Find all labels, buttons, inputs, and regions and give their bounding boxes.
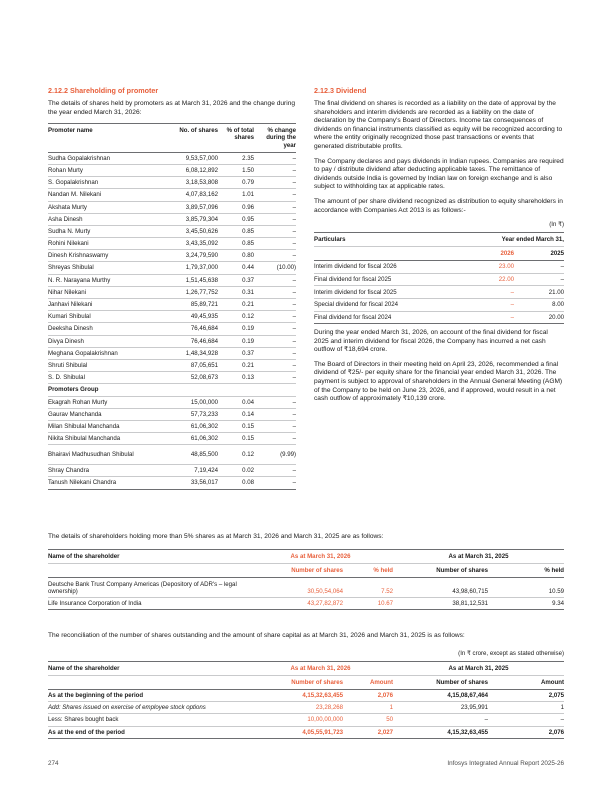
- table-cell: Life Insurance Corporation of India: [48, 597, 248, 609]
- table-row: [48, 177, 296, 189]
- table-cell: 1,79,37,000: [160, 262, 218, 274]
- table-cell: Shreyas Shibulal: [48, 262, 160, 274]
- table-cell: 0.21: [218, 359, 254, 371]
- reconciliation-table: [48, 661, 564, 740]
- table-header-row: [48, 124, 296, 153]
- table-row: [48, 311, 296, 323]
- table-cell: S. Gopalakrishnan: [48, 177, 160, 189]
- table-cell: Shruti Shibulal: [48, 359, 160, 371]
- table-cell: 15,00,000: [160, 396, 218, 408]
- table-cell: 87,05,651: [160, 359, 218, 371]
- dividend-table: [314, 232, 564, 324]
- table-cell: N. R. Narayana Murthy: [48, 274, 160, 286]
- table-row: [48, 274, 296, 286]
- header-shares-2026: Number of shares: [248, 675, 343, 689]
- report-title: Infosys Integrated Annual Report 2025-26: [447, 760, 564, 767]
- table-cell: 0.19: [218, 335, 254, 347]
- promoter-shareholding-section: [48, 86, 296, 490]
- table-cell: –: [254, 311, 296, 323]
- table-cell: 0.31: [218, 286, 254, 298]
- header-held-2025: % held: [488, 563, 564, 577]
- table-row: [48, 396, 296, 408]
- table-cell: 0.95: [218, 213, 254, 225]
- table-cell: 23.00: [454, 261, 514, 274]
- table-cell: 52,08,673: [160, 372, 218, 384]
- table-cell: 0.79: [218, 177, 254, 189]
- table-cell: 9,53,57,000: [160, 152, 218, 164]
- table-cell: 43,27,82,872: [248, 597, 343, 609]
- table-cell: (9.99): [254, 445, 296, 465]
- table-cell: –: [254, 250, 296, 262]
- table-cell: Janhavi Nilekani: [48, 299, 160, 311]
- paragraph: The amount of per share dividend recognized as distribution to equity shareholders in accordance with Companies Act 2013 is as follows:-: [314, 197, 563, 214]
- table-cell: –: [254, 465, 296, 477]
- table-cell: –: [254, 396, 296, 408]
- table-row: [48, 726, 564, 738]
- header-shares-2025: Number of shares: [393, 563, 488, 577]
- table-cell: Rohan Murty: [48, 164, 160, 176]
- major-shareholders-section: [48, 533, 564, 610]
- table-cell: 7.52: [343, 577, 393, 597]
- table-cell: 0.96: [218, 201, 254, 213]
- table-row: [48, 164, 296, 176]
- table-cell: Kumari Shibulal: [48, 311, 160, 323]
- table-row: [48, 347, 296, 359]
- table-cell: –: [514, 261, 564, 274]
- table-cell: 0.15: [218, 420, 254, 432]
- table-row: [48, 225, 296, 237]
- table-cell: 9.34: [488, 597, 564, 609]
- table-row: [48, 689, 564, 701]
- section-title: 2.12.3 Dividend: [314, 86, 367, 95]
- table-subheader-row: [48, 563, 564, 577]
- table-cell: 0.37: [218, 274, 254, 286]
- table-row: [48, 359, 296, 371]
- table-header-row: [48, 661, 564, 675]
- table-cell: Interim dividend for fiscal 2026: [314, 261, 454, 274]
- table-cell: –: [254, 477, 296, 489]
- table-cell: 0.37: [218, 347, 254, 359]
- page-number: 274: [48, 760, 59, 767]
- table-cell: Divya Dinesh: [48, 335, 160, 347]
- table-cell: 0.44: [218, 262, 254, 274]
- table-cell: 1: [343, 701, 393, 713]
- table-cell: Milan Shibulal Manchanda: [48, 420, 160, 432]
- table-cell: 30,50,54,064: [248, 577, 343, 597]
- table-cell: 4,15,08,67,464: [393, 689, 488, 701]
- header-promoter-name: Promoter name: [48, 124, 160, 153]
- table-cell: 23,95,991: [393, 701, 488, 713]
- table-cell: 76,46,684: [160, 335, 218, 347]
- share-reconciliation-section: [48, 632, 564, 739]
- table-header-row: [314, 233, 564, 247]
- table-row: [314, 311, 564, 324]
- table-row: [48, 433, 296, 445]
- table-row: [48, 213, 296, 225]
- table-cell: –: [254, 177, 296, 189]
- table-cell: 10.67: [343, 597, 393, 609]
- table-cell: –: [254, 189, 296, 201]
- table-cell: 3,89,57,096: [160, 201, 218, 213]
- table-cell: 22.00: [454, 273, 514, 286]
- table-subheader-row: [314, 247, 564, 261]
- table-cell: (10.00): [254, 262, 296, 274]
- table-cell: –: [254, 225, 296, 237]
- table-cell: 43,98,60,715: [393, 577, 488, 597]
- table-row: [48, 465, 296, 477]
- table-cell: 48,85,500: [160, 445, 218, 465]
- table-cell: 3,85,79,304: [160, 213, 218, 225]
- header-period-2026: As at March 31, 2026: [248, 549, 393, 563]
- table-cell: Ekagrah Rohan Murty: [48, 396, 160, 408]
- table-cell: Asha Dinesh: [48, 213, 160, 225]
- table-cell: Deutsche Bank Trust Company Americas (Depository of ADR's – legal ownership): [48, 577, 248, 597]
- table-cell: 85,89,721: [160, 299, 218, 311]
- header-held-2026: % held: [343, 563, 393, 577]
- table-cell: 0.15: [218, 433, 254, 445]
- table-cell: 0.21: [218, 299, 254, 311]
- table-cell: 10,00,00,000: [248, 714, 343, 726]
- table-row: [48, 286, 296, 298]
- table-cell: –: [254, 274, 296, 286]
- table-subheader-row: [48, 675, 564, 689]
- header-pct-change: % change during the year: [254, 124, 296, 153]
- table-cell: –: [393, 714, 488, 726]
- table-row: [48, 299, 296, 311]
- table-cell: 57,73,233: [160, 408, 218, 420]
- table-row: [48, 372, 296, 384]
- table-row: [48, 152, 296, 164]
- header-period-2025: As at March 31, 2025: [393, 661, 564, 675]
- table-cell: Final dividend for fiscal 2025: [314, 273, 454, 286]
- table-cell: –: [254, 213, 296, 225]
- table-cell: –: [454, 286, 514, 299]
- table-cell: 33,56,017: [160, 477, 218, 489]
- table-cell: 4,05,55,91,723: [248, 726, 343, 738]
- table-cell: 21.00: [514, 286, 564, 299]
- table-cell: Nikita Shibulal Manchanda: [48, 433, 160, 445]
- table-row: [48, 597, 564, 609]
- unit-note: (In ₹ crore, except as stated otherwise): [458, 649, 564, 657]
- header-period: Year ended March 31,: [454, 233, 564, 247]
- header-amount-2026: Amount: [343, 675, 393, 689]
- section-intro: The details of shares held by promoters as at March 31, 2026 and the change during the year ended March 31, 2026:: [48, 100, 296, 116]
- table-cell: Nihar Nilekani: [48, 286, 160, 298]
- table-cell: Add: Shares issued on exercise of employee stock options: [48, 701, 248, 713]
- header-no-of-shares: No. of shares: [160, 124, 218, 153]
- table-cell: Nandan M. Nilekani: [48, 189, 160, 201]
- table-cell: 7,19,424: [160, 465, 218, 477]
- section-intro: The details of shareholders holding more than 5% shares as at March 31, 2026 and March 31, 2025 are as follows:: [48, 533, 384, 540]
- table-row: [48, 420, 296, 432]
- table-cell: 3,24,79,590: [160, 250, 218, 262]
- table-row: [48, 238, 296, 250]
- promoter-table: [48, 123, 296, 489]
- table-cell: –: [254, 164, 296, 176]
- table-row: [314, 286, 564, 299]
- table-cell: 0.85: [218, 225, 254, 237]
- table-cell: Meghana Gopalakrishnan: [48, 347, 160, 359]
- table-row: [314, 261, 564, 274]
- table-cell: 38,81,12,531: [393, 597, 488, 609]
- table-cell: 4,15,32,63,455: [248, 689, 343, 701]
- table-row: [48, 250, 296, 262]
- table-cell: –: [254, 201, 296, 213]
- table-cell: 0.19: [218, 323, 254, 335]
- table-row: [48, 445, 296, 465]
- paragraph: The final dividend on shares is recorded as a liability on the date of approval by the shareholders and interim dividends are recorded as a liability on the date of declaration by the Company's Board of Directors. Income tax consequences of dividends on financial instruments classified as equity will be recognized according to where the entity originally recognized those past transactions or events that generated distributable profits.: [314, 100, 563, 150]
- section-title: 2.12.2 Shareholding of promoter: [48, 86, 159, 95]
- table-cell: 0.80: [218, 250, 254, 262]
- table-cell: –: [488, 714, 564, 726]
- table-cell: 49,45,935: [160, 311, 218, 323]
- table-cell: –: [454, 298, 514, 311]
- table-row: [314, 273, 564, 286]
- table-cell: –: [254, 299, 296, 311]
- table-cell: 2.35: [218, 152, 254, 164]
- table-cell: –: [254, 347, 296, 359]
- table-cell: 76,46,684: [160, 323, 218, 335]
- table-cell: Less: Shares bought back: [48, 714, 248, 726]
- table-cell: As at the end of the period: [48, 726, 248, 738]
- table-row: [48, 335, 296, 347]
- table-row: [48, 577, 564, 597]
- table-cell: 8.00: [514, 298, 564, 311]
- table-cell: –: [254, 408, 296, 420]
- table-row: [48, 477, 296, 489]
- header-year-2026: 2026: [454, 247, 514, 261]
- table-cell: Special dividend for fiscal 2024: [314, 298, 454, 311]
- table-cell: 20.00: [514, 311, 564, 324]
- table-cell: 1,26,77,752: [160, 286, 218, 298]
- table-cell: 3,18,53,808: [160, 177, 218, 189]
- table-cell: 1.01: [218, 189, 254, 201]
- group-row: [48, 384, 296, 396]
- table-cell: Bhairavi Madhusudhan Shibulal: [48, 445, 160, 465]
- table-cell: 2,075: [488, 689, 564, 701]
- table-cell: –: [254, 420, 296, 432]
- table-cell: 50: [343, 714, 393, 726]
- table-cell: Interim dividend for fiscal 2025: [314, 286, 454, 299]
- table-cell: 4,07,83,162: [160, 189, 218, 201]
- table-cell: –: [254, 372, 296, 384]
- header-shares-2025: Number of shares: [393, 675, 488, 689]
- table-cell: 0.85: [218, 238, 254, 250]
- table-cell: 6,08,12,892: [160, 164, 218, 176]
- table-cell: 1.50: [218, 164, 254, 176]
- table-cell: –: [254, 152, 296, 164]
- dividend-section: [314, 86, 564, 410]
- table-cell: Tanush Nilekani Chandra: [48, 477, 160, 489]
- table-cell: Sudha Gopalakrishnan: [48, 152, 160, 164]
- table-cell: Rohini Nilekani: [48, 238, 160, 250]
- table-cell: Shray Chandra: [48, 465, 160, 477]
- table-cell: Akshata Murty: [48, 201, 160, 213]
- table-cell: –: [514, 273, 564, 286]
- table-cell: Gaurav Manchanda: [48, 408, 160, 420]
- table-cell: 3,43,35,092: [160, 238, 218, 250]
- table-cell: –: [254, 433, 296, 445]
- table-cell: Dinesh Krishnaswamy: [48, 250, 160, 262]
- table-cell: 0.12: [218, 445, 254, 465]
- table-row: [48, 201, 296, 213]
- header-shareholder-name: Name of the shareholder: [48, 549, 248, 563]
- table-row: [48, 189, 296, 201]
- table-cell: –: [454, 311, 514, 324]
- header-period-2026: As at March 31, 2026: [248, 661, 393, 675]
- table-cell: 0.04: [218, 396, 254, 408]
- table-row: [48, 714, 564, 726]
- group-label: Promoters Group: [48, 384, 296, 396]
- header-period-2025: As at March 31, 2025: [393, 549, 564, 563]
- table-cell: 1,48,34,928: [160, 347, 218, 359]
- table-row: [48, 408, 296, 420]
- table-cell: 61,06,302: [160, 420, 218, 432]
- table-cell: As at the beginning of the period: [48, 689, 248, 701]
- table-cell: –: [254, 323, 296, 335]
- table-header-row: [48, 549, 564, 563]
- unit-note: (In ₹): [549, 221, 564, 229]
- table-cell: Sudha N. Murty: [48, 225, 160, 237]
- table-cell: 1,51,45,638: [160, 274, 218, 286]
- paragraph: The Board of Directors in their meeting held on April 23, 2026, recommended a final dividend of ₹25/- per equity share for the financial year ended March 31, 2026. The payment is subject to approval of shareholders in the Annual General Meeting (AGM) of the Company to be held on June 23, 2026, and if approved, would result in a net cash outflow of approximately ₹10,139 crore.: [314, 360, 563, 403]
- table-row: [48, 262, 296, 274]
- header-year-2025: 2025: [514, 247, 564, 261]
- header-pct-total: % of total shares: [218, 124, 254, 153]
- table-cell: –: [254, 238, 296, 250]
- table-cell: 0.12: [218, 311, 254, 323]
- paragraph: The Company declares and pays dividends in Indian rupees. Companies are required to pay / distribute dividend after deducting applicable taxes. The remittance of dividends outside India is governed by Indian law on foreign exchange and is also subject to withholding tax at applicable rates.: [314, 157, 564, 191]
- table-cell: 2,076: [488, 726, 564, 738]
- table-row: [48, 701, 564, 713]
- table-cell: Final dividend for fiscal 2024: [314, 311, 454, 324]
- table-cell: –: [254, 286, 296, 298]
- table-row: [48, 323, 296, 335]
- table-cell: 4,15,32,63,455: [393, 726, 488, 738]
- table-cell: –: [254, 335, 296, 347]
- header-amount-2025: Amount: [488, 675, 564, 689]
- table-cell: 23,28,268: [248, 701, 343, 713]
- header-particulars: Particulars: [314, 233, 454, 247]
- table-cell: 2,027: [343, 726, 393, 738]
- table-cell: 0.02: [218, 465, 254, 477]
- header-shareholder-name: Name of the shareholder: [48, 661, 248, 675]
- table-cell: 61,06,302: [160, 433, 218, 445]
- header-shares-2026: Number of shares: [248, 563, 343, 577]
- table-row: [314, 298, 564, 311]
- section-intro: The reconciliation of the number of shares outstanding and the amount of share capital as at March 31, 2026 and March 31, 2025 is as follows:: [48, 632, 465, 639]
- paragraph: During the year ended March 31, 2026, on account of the final dividend for fiscal 2025 and interim dividend for fiscal 2026, the Company has incurred a net cash outflow of ₹18,694 crore.: [314, 329, 548, 354]
- table-cell: 10.59: [488, 577, 564, 597]
- table-cell: 0.14: [218, 408, 254, 420]
- table-cell: –: [254, 359, 296, 371]
- table-cell: Deeksha Dinesh: [48, 323, 160, 335]
- major-shareholders-table: [48, 549, 564, 610]
- page-footer: [48, 760, 564, 767]
- table-cell: 0.13: [218, 372, 254, 384]
- table-cell: 0.08: [218, 477, 254, 489]
- table-cell: 1: [488, 701, 564, 713]
- table-cell: 3,45,50,626: [160, 225, 218, 237]
- table-cell: S. D. Shibulal: [48, 372, 160, 384]
- table-cell: 2,076: [343, 689, 393, 701]
